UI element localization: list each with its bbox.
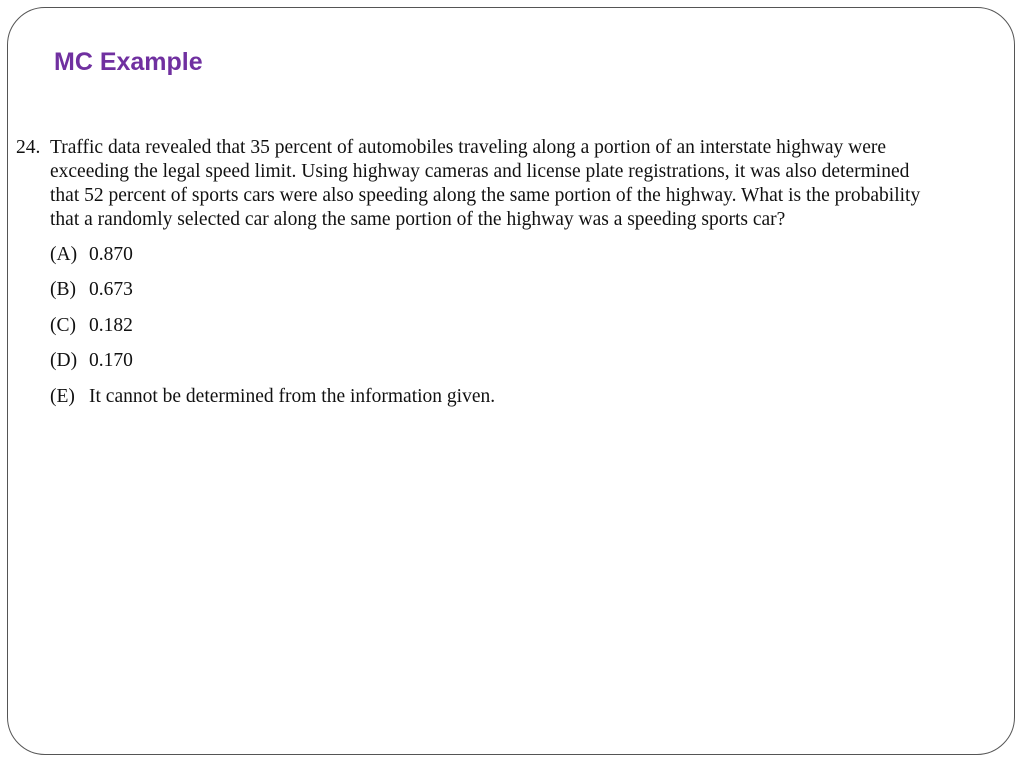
option-a (50, 243, 133, 267)
option-e (50, 385, 495, 409)
slide-frame (7, 7, 1015, 755)
question-line: exceeding the legal speed limit. Using highway cameras and license plate registrations, it was also determined (50, 161, 910, 182)
option-text: 0.673 (89, 279, 133, 300)
question-number: 24. (16, 137, 41, 158)
option-label: (A) (50, 244, 78, 265)
option-label: (C) (50, 315, 76, 336)
option-d (50, 349, 133, 373)
question-line: that 52 percent of sports cars were also speeding along the same portion of the highway. What is the probability (50, 185, 921, 206)
option-text: 0.182 (89, 315, 133, 336)
option-label: (D) (50, 350, 78, 371)
question-line: Traffic data revealed that 35 percent of automobiles traveling along a portion of an interstate highway were (50, 137, 887, 158)
option-label: (B) (50, 279, 76, 300)
option-c (50, 314, 133, 338)
slide-title: MC Example (54, 48, 203, 76)
option-label: (E) (50, 386, 75, 407)
option-text: 0.870 (89, 244, 133, 265)
option-text: It cannot be determined from the information given. (89, 386, 496, 407)
question-line: that a randomly selected car along the same portion of the highway was a speeding sports car? (50, 209, 786, 230)
option-b (50, 278, 133, 302)
option-text: 0.170 (89, 350, 133, 371)
